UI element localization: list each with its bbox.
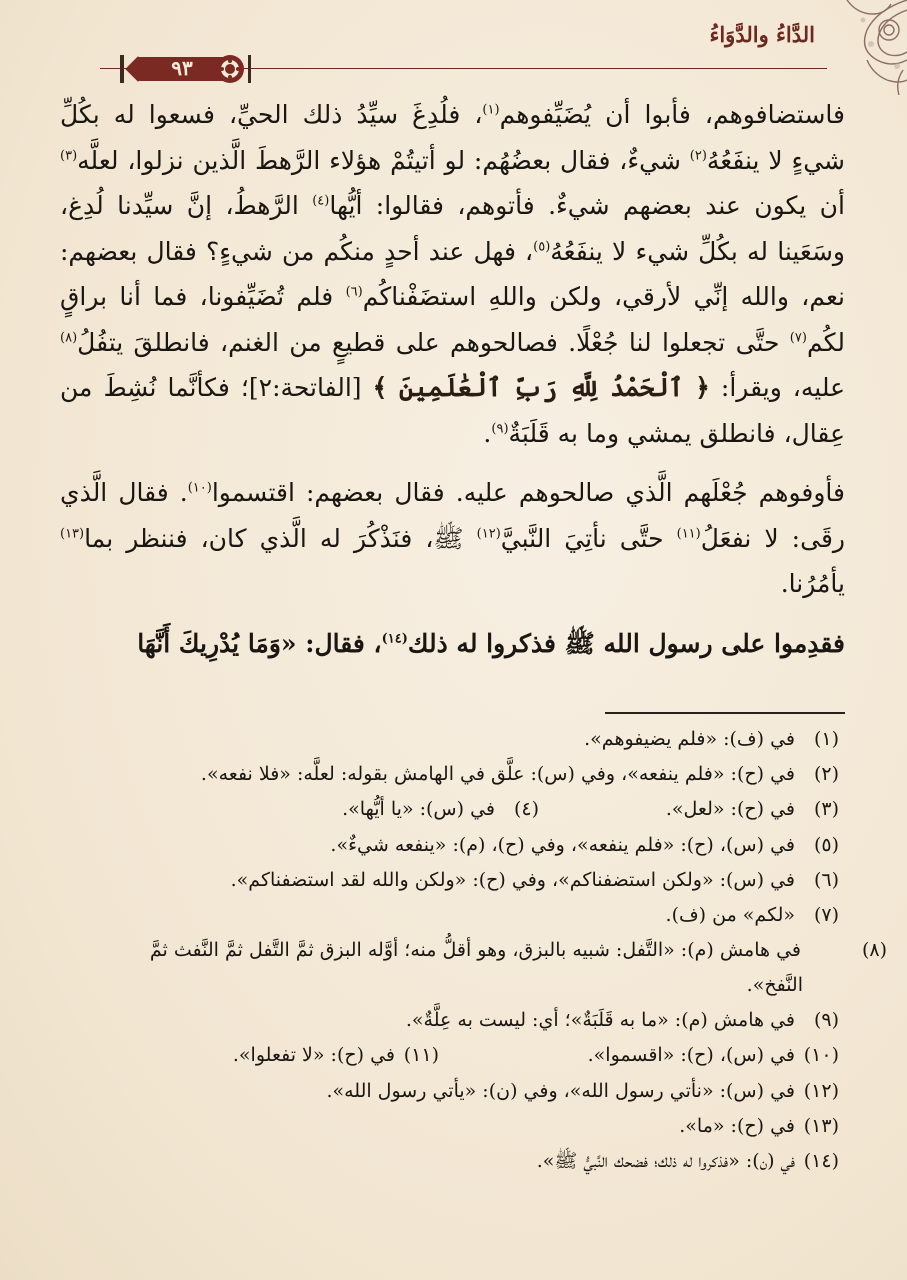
footnote-row bbox=[60, 898, 845, 933]
page-number: ٩٣ bbox=[171, 56, 193, 80]
text-run: حتَّى تجعلوا لنا جُعْلًا. فصالحوهم على قطيعٍ من الغنم، فانطلقَ يتفُلُ bbox=[77, 327, 790, 357]
footnote-ref-13[interactable]: (١٣) bbox=[60, 526, 85, 542]
footnote-text: في (ن): «فذكروا له ذلك؛ فضحك النَّبيُّ ﷺ». bbox=[536, 1149, 795, 1172]
footnote-4 bbox=[342, 792, 545, 827]
footnote-row bbox=[60, 1144, 845, 1179]
text-run: فأوفوهم جُعْلَهم الَّذي صالحوهم عليه. فقال بعضهم: اقتسموا bbox=[211, 478, 845, 507]
paragraph-1 bbox=[60, 92, 845, 456]
footnote-row bbox=[60, 792, 845, 827]
footnote-ref-2[interactable]: (٢) bbox=[689, 148, 707, 164]
footnote-number: (١٤) bbox=[803, 1149, 839, 1172]
footnote-text: في (ح): «فلم ينفعه»، وفي (س): علَّق في الهامش بقوله: لعلَّه: «فلا نفعه». bbox=[200, 763, 795, 786]
paragraph-2 bbox=[60, 470, 845, 607]
footnote-ref-9[interactable]: (٩) bbox=[491, 421, 509, 437]
text-run: الرَّهطُ، إنَّ سيِّدنا لُدِغ، وسَعَينا له بكُلِّ شيء لا ينفَعُهُ bbox=[60, 191, 845, 266]
footnote-row bbox=[60, 863, 845, 898]
footnote-ref-3[interactable]: (٣) bbox=[60, 148, 78, 164]
footnote-row bbox=[60, 933, 887, 1003]
text-run: حتَّى نأتِيَ النَّبيَّ bbox=[500, 523, 677, 553]
footnote-ref-12[interactable]: (١٢) bbox=[476, 526, 501, 542]
text-run: فاستضافوهم، فأبوا أن يُضَيِّفوهم bbox=[499, 100, 845, 129]
running-title: الدَّاءُ والدَّوَاءُ bbox=[709, 22, 815, 47]
footnote-ref-1[interactable]: (١) bbox=[482, 102, 500, 118]
footnote-text: في (ف): «فلم يضيفوهم». bbox=[584, 728, 795, 750]
footnote-number: (٨) bbox=[861, 939, 887, 962]
footnote-ref-6[interactable]: (٦) bbox=[345, 284, 363, 300]
footnote-ref-5[interactable]: (٥) bbox=[533, 239, 551, 255]
footnote-ref-14[interactable]: (١٤) bbox=[381, 631, 408, 647]
footnote-text: في (ح): «لعل». bbox=[665, 798, 795, 821]
footnote-2 bbox=[201, 757, 845, 792]
footnote-text: في (س): «يا أيُّها». bbox=[342, 798, 495, 821]
footnote-row bbox=[60, 1003, 845, 1038]
text-run: ﷺ، فنَذْكُرَ له الَّذي كان، فننظر بما bbox=[84, 523, 477, 553]
footnote-12 bbox=[326, 1074, 845, 1109]
footnote-3 bbox=[666, 792, 845, 827]
text-run: ، فلُدِغَ سيِّدُ ذلك الحيِّ، فسعوا له بكُلِّ شيءٍ لا ينفَعُهُ bbox=[60, 100, 845, 175]
text-run: . bbox=[483, 418, 492, 448]
footnote-text: في (س): «نأتي رسول الله»، وفي (ن): «يأتي رسول الله». bbox=[326, 1079, 795, 1102]
footnote-ref-10[interactable]: (١٠) bbox=[187, 480, 212, 496]
footnote-text: في (س): «ولكن استضفناكم»، وفي (ح): «ولكن والله لقد استضفناكم». bbox=[230, 868, 795, 891]
footnote-text: في (س)، (ح): «اقسموا». bbox=[587, 1044, 795, 1067]
footnotes bbox=[60, 722, 887, 1179]
footnote-number: (٣) bbox=[813, 798, 839, 821]
footnote-text: في (ح): «لا تفعلوا». bbox=[232, 1044, 395, 1067]
footnote-number: (٩) bbox=[813, 1009, 839, 1032]
text-run: ، فقال: «وَمَا يُدْرِيكَ أَنَّهَا bbox=[137, 628, 382, 658]
footnote-divider bbox=[605, 712, 845, 714]
footnote-7 bbox=[666, 898, 845, 933]
text-run: يأمُرُنا. bbox=[780, 569, 845, 598]
text-run: شيءٌ، فقال بعضُهُم: لو أتيتُمْ هؤلاء الرَّهطَ الَّذين نزلوا، لعلَّه bbox=[77, 145, 690, 175]
paragraph-3 bbox=[60, 621, 845, 667]
footnote-row bbox=[60, 1038, 845, 1073]
text-run: . فقال الَّذي رقَى: لا نفعَلُ bbox=[60, 478, 845, 553]
footnote-text: «لكم» من (ف). bbox=[665, 903, 795, 926]
footnote-row bbox=[60, 757, 845, 792]
footnote-row bbox=[60, 722, 845, 757]
footnote-ref-7[interactable]: (٧) bbox=[789, 330, 807, 346]
footnote-text: في (س)، (ح): «فلم ينفعه»، وفي (ح)، (م): «ينفعه شيءٌ». bbox=[330, 833, 795, 856]
header-bar-left bbox=[120, 55, 124, 83]
footnote-text: في هامش (م): «ما به قَلَبَةٌ»؛ أي: ليست به عِلَّةٌ». bbox=[405, 1009, 795, 1032]
text-run: ، فهل عند أحدٍ منكُم من شيءٍ؟ فقال بعضهم: نعم، والله إنِّي لأرقي، ولكن واللهِ استضَفْناكُم bbox=[60, 236, 845, 311]
footnote-5 bbox=[330, 828, 845, 863]
footnote-text: في هامش (م): «التَّفل: شبيه بالبزق، وهو أقلُّ منه؛ أوَّله البزق ثمَّ التَّفل ثمَّ النَّفث ثمَّ النَّفخ». bbox=[149, 939, 803, 997]
footnote-ref-8[interactable]: (٨) bbox=[60, 330, 78, 346]
footnote-row bbox=[60, 1109, 845, 1144]
footnote-ref-11[interactable]: (١١) bbox=[676, 526, 701, 542]
footnote-number: (٧) bbox=[813, 903, 839, 926]
footnote-13 bbox=[679, 1109, 845, 1144]
footnote-number: (١١) bbox=[403, 1044, 439, 1067]
footnote-number: (٥) bbox=[813, 833, 839, 856]
footnote-6 bbox=[231, 863, 845, 898]
text-run: عليه، ويقرأ: bbox=[709, 373, 846, 402]
footnote-number: (١٣) bbox=[803, 1114, 839, 1137]
footnote-row bbox=[60, 1074, 845, 1109]
footnote-row bbox=[60, 828, 845, 863]
text-run: فقدِموا على رسول الله ﷺ فذكروا له ذلك bbox=[407, 628, 845, 658]
footnote-11 bbox=[233, 1038, 445, 1073]
page-number-badge bbox=[120, 53, 252, 85]
footnote-number: (١) bbox=[813, 728, 839, 750]
text-run: [الفاتحة:٢]؛ فكأنَّما نُشِطَ من عِقال، فانطلق يمشي وما به قَلَبَةٌ bbox=[60, 373, 845, 448]
footnote-number: (٢) bbox=[813, 763, 839, 786]
footnote-number: (٦) bbox=[813, 868, 839, 891]
main-text bbox=[60, 92, 845, 666]
corner-ornament-icon bbox=[807, 0, 907, 95]
footnote-14 bbox=[537, 1144, 845, 1179]
footnote-8 bbox=[60, 933, 887, 1003]
footnote-number: (٤) bbox=[513, 798, 539, 821]
footnote-1 bbox=[584, 722, 845, 757]
text-run: أن يكون عند بعضهم شيءٌ. فأتوهم، فقالوا: أيُّها bbox=[329, 191, 845, 220]
footnote-text: في (ح): «ما». bbox=[679, 1114, 795, 1137]
quran-verse: ﴿ ٱلْحَمْدُ لِلَّهِ رَبِّ ٱلْعَٰلَمِينَ ﴾ bbox=[372, 373, 710, 402]
footnote-number: (١٢) bbox=[803, 1079, 839, 1102]
footnote-number: (١٠) bbox=[803, 1044, 839, 1067]
header-bar-right bbox=[248, 55, 251, 83]
footnote-ref-4[interactable]: (٤) bbox=[312, 193, 330, 209]
footnote-9 bbox=[406, 1003, 845, 1038]
footnote-10 bbox=[588, 1038, 845, 1073]
text-run: فلم تُضَيِّفونا، فما أنا براقٍ لكُم bbox=[60, 282, 845, 357]
